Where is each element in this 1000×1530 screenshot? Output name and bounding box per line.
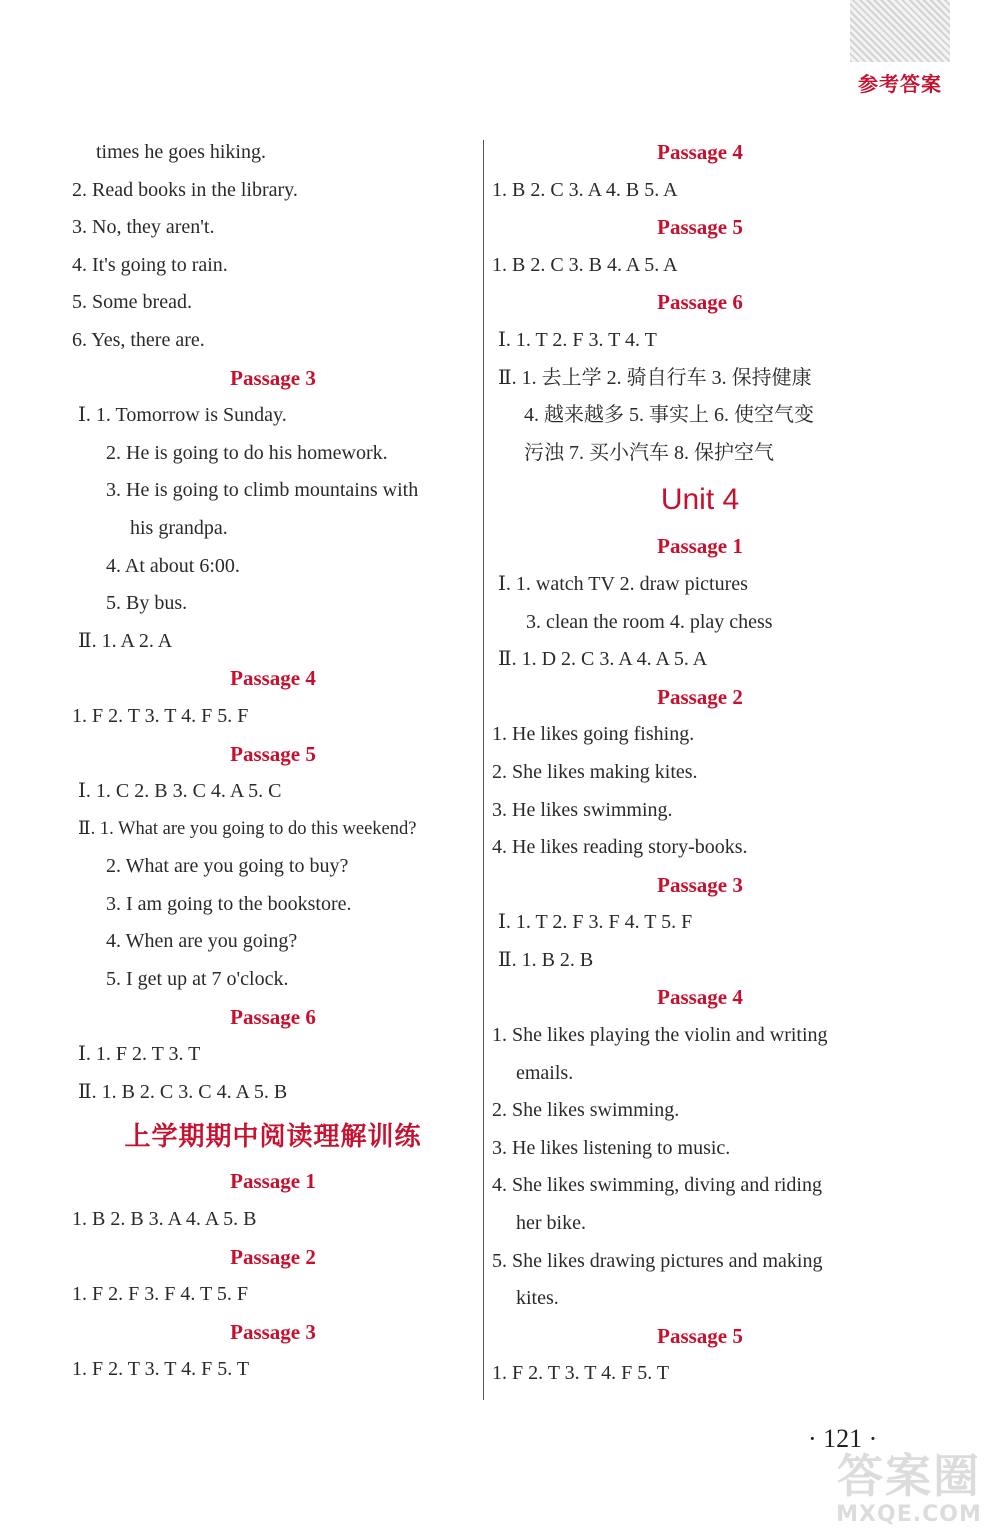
answer-line: Ⅰ. 1. Tomorrow is Sunday. bbox=[78, 404, 287, 427]
answer-line: Ⅱ. 1. A 2. A bbox=[78, 629, 173, 652]
passage-heading: Passage 5 bbox=[230, 741, 316, 766]
answer-line: 4. She likes swimming, diving and riding bbox=[492, 1174, 822, 1197]
unit-heading: Unit 4 bbox=[660, 483, 740, 517]
passage-heading: Passage 1 bbox=[657, 534, 743, 559]
passage-heading: Passage 5 bbox=[657, 215, 743, 240]
answer-line: 5. She likes drawing pictures and making bbox=[492, 1249, 823, 1272]
corner-texture-decoration bbox=[850, 0, 950, 62]
answer-line: 6. Yes, there are. bbox=[72, 328, 205, 351]
answer-line: 3. clean the room 4. play chess bbox=[526, 610, 773, 633]
answer-line: 1. F 2. T 3. T 4. F 5. T bbox=[492, 1362, 670, 1385]
passage-heading: Passage 2 bbox=[230, 1244, 316, 1269]
answer-line: times he goes hiking. bbox=[96, 141, 266, 163]
answer-line: 4. When are you going? bbox=[106, 930, 298, 953]
page-number: · 121 · bbox=[808, 1424, 878, 1453]
passage-heading: Passage 6 bbox=[657, 290, 743, 315]
passage-heading: Passage 2 bbox=[657, 684, 743, 709]
answer-line: 1. B 2. C 3. B 4. A 5. A bbox=[492, 253, 678, 276]
answer-line: 1. B 2. B 3. A 4. A 5. B bbox=[72, 1208, 257, 1231]
watermark-url: MXQE.COM bbox=[836, 1502, 982, 1527]
answer-key-label: 参考答案 bbox=[858, 72, 942, 96]
answer-line: 1. F 2. T 3. T 4. F 5. T bbox=[72, 1358, 250, 1381]
watermark-text: 答案圈 bbox=[837, 1449, 981, 1503]
answer-line: 1. F 2. T 3. T 4. F 5. F bbox=[72, 704, 249, 727]
answer-line: Ⅱ. 1. D 2. C 3. A 4. A 5. A bbox=[498, 648, 708, 671]
section-heading: 上学期期中阅读理解训练 bbox=[124, 1122, 422, 1153]
passage-heading: Passage 3 bbox=[230, 365, 316, 390]
answer-line: emails. bbox=[516, 1061, 574, 1084]
passage-heading: Passage 4 bbox=[657, 140, 743, 164]
column-divider bbox=[483, 140, 484, 1400]
answer-line: 1. F 2. F 3. F 4. T 5. F bbox=[72, 1283, 248, 1306]
answer-line: Ⅰ. 1. T 2. F 3. T 4. T bbox=[498, 328, 657, 351]
answer-line: 2. He is going to do his homework. bbox=[106, 441, 388, 464]
passage-heading: Passage 4 bbox=[230, 666, 316, 691]
answer-line: 3. He is going to climb mountains with bbox=[106, 479, 419, 502]
passage-heading: Passage 1 bbox=[230, 1169, 316, 1194]
answer-line: 2. She likes swimming. bbox=[492, 1099, 680, 1122]
answer-line: 2. She likes making kites. bbox=[492, 760, 698, 783]
answer-line: 3. He likes listening to music. bbox=[492, 1136, 731, 1159]
answer-line: Ⅰ. 1. T 2. F 3. F 4. T 5. F bbox=[498, 911, 693, 934]
answer-line: Ⅱ. 1. B 2. B bbox=[498, 948, 594, 971]
answer-line: 4. 越来越多 5. 事实上 6. 使空气变 bbox=[524, 404, 814, 427]
answer-line: 4. It's going to rain. bbox=[72, 253, 228, 276]
answer-line: 4. At about 6:00. bbox=[106, 554, 240, 577]
answer-line: Ⅱ. 1. 去上学 2. 骑自行车 3. 保持健康 bbox=[498, 366, 812, 389]
answer-line: 1. B 2. C 3. A 4. B 5. A bbox=[492, 178, 678, 201]
answer-line: Ⅰ. 1. C 2. B 3. C 4. A 5. C bbox=[78, 780, 282, 803]
answer-line: 1. She likes playing the violin and writing bbox=[492, 1024, 828, 1047]
passage-heading: Passage 6 bbox=[230, 1004, 316, 1029]
answer-line: 5. Some bread. bbox=[72, 291, 192, 314]
passage-heading: Passage 4 bbox=[657, 985, 743, 1010]
answer-line: 2. What are you going to buy? bbox=[106, 855, 349, 878]
left-column bbox=[68, 134, 478, 1389]
answer-line: his grandpa. bbox=[130, 516, 228, 539]
answer-line: kites. bbox=[516, 1287, 559, 1310]
answer-line: 2. Read books in the library. bbox=[72, 178, 298, 201]
answer-line: Ⅱ. 1. What are you going to do this weekend? bbox=[78, 818, 417, 839]
right-column bbox=[490, 134, 910, 1393]
passage-heading: Passage 3 bbox=[657, 872, 743, 897]
answer-line: Ⅱ. 1. B 2. C 3. C 4. A 5. B bbox=[78, 1080, 288, 1103]
answer-line: 3. No, they aren't. bbox=[72, 216, 215, 239]
answer-line: 3. I am going to the bookstore. bbox=[106, 892, 352, 915]
answer-key-corner-tab bbox=[848, 0, 952, 100]
passage-heading: Passage 3 bbox=[230, 1319, 316, 1344]
passage-heading: Passage 5 bbox=[657, 1323, 743, 1348]
answer-line: her bike. bbox=[516, 1212, 586, 1235]
answer-line: Ⅰ. 1. watch TV 2. draw pictures bbox=[498, 572, 748, 595]
answer-line: 1. He likes going fishing. bbox=[492, 723, 695, 746]
answer-line: 5. I get up at 7 o'clock. bbox=[106, 968, 289, 991]
answer-line: 污浊 7. 买小汽车 8. 保护空气 bbox=[524, 441, 774, 464]
answer-line: 5. By bus. bbox=[106, 592, 188, 615]
answer-line: 4. He likes reading story-books. bbox=[492, 836, 748, 859]
answer-line: 3. He likes swimming. bbox=[492, 798, 673, 821]
answer-line: Ⅰ. 1. F 2. T 3. T bbox=[78, 1043, 201, 1066]
